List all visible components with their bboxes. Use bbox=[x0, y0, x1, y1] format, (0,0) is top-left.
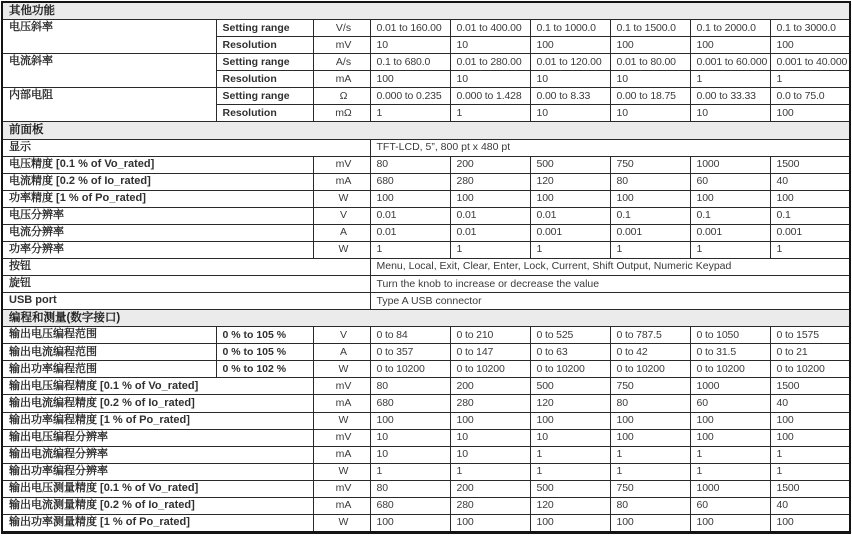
spec-value: 0.001 bbox=[610, 224, 690, 241]
spec-value: 0.01 to 80.00 bbox=[610, 54, 690, 71]
row-label: 输出功率编程精度 [1 % of Po_rated] bbox=[2, 412, 313, 429]
spec-value: 1 bbox=[770, 463, 850, 480]
sub-label: Setting range bbox=[216, 88, 313, 105]
unit-label: mV bbox=[313, 156, 370, 173]
spec-value: 10 bbox=[530, 71, 610, 88]
spec-value: 100 bbox=[770, 429, 850, 446]
spec-value: 100 bbox=[610, 190, 690, 207]
row-label: 功率分辨率 bbox=[2, 241, 313, 258]
spec-value: 0 to 63 bbox=[530, 344, 610, 361]
row-label: 输出电压编程范围 bbox=[2, 327, 216, 344]
spec-value: 0.01 bbox=[530, 207, 610, 224]
unit-label: mA bbox=[313, 173, 370, 190]
row-label: 输出功率编程范围 bbox=[2, 361, 216, 378]
unit-label: mV bbox=[313, 429, 370, 446]
spec-value: 200 bbox=[450, 378, 530, 395]
spec-value: 1000 bbox=[690, 480, 770, 497]
unit-label: A bbox=[313, 224, 370, 241]
table-row bbox=[2, 429, 850, 446]
sub-label: Setting range bbox=[216, 20, 313, 37]
spec-value: 1 bbox=[450, 463, 530, 480]
spec-value: 0.00 to 33.33 bbox=[690, 88, 770, 105]
spec-value: 0.01 bbox=[370, 224, 450, 241]
spec-value: 0.1 bbox=[690, 207, 770, 224]
spec-value: 80 bbox=[610, 497, 690, 514]
spec-value: 100 bbox=[690, 514, 770, 532]
unit-label: A/s bbox=[313, 54, 370, 71]
row-label: 显示 bbox=[2, 139, 370, 156]
spec-value-wide: Menu, Local, Exit, Clear, Enter, Lock, Current, Shift Output, Numeric Keypad bbox=[370, 258, 850, 275]
table-row bbox=[2, 480, 850, 497]
spec-value: 1 bbox=[370, 463, 450, 480]
spec-value: 200 bbox=[450, 156, 530, 173]
table-row bbox=[2, 224, 850, 241]
spec-value: 0 to 1050 bbox=[690, 327, 770, 344]
spec-table bbox=[1, 1, 851, 534]
spec-value: 1500 bbox=[770, 378, 850, 395]
spec-value: 1 bbox=[450, 241, 530, 258]
table-row bbox=[2, 241, 850, 258]
spec-value: 0 to 10200 bbox=[530, 361, 610, 378]
unit-label: V bbox=[313, 327, 370, 344]
spec-value: 0 to 10200 bbox=[370, 361, 450, 378]
row-label: 输出功率测量精度 [1 % of Po_rated] bbox=[2, 514, 313, 532]
unit-label: Ω bbox=[313, 88, 370, 105]
spec-value: 40 bbox=[770, 395, 850, 412]
row-label: 电流精度 [0.2 % of Io_rated] bbox=[2, 173, 313, 190]
spec-value: 100 bbox=[370, 412, 450, 429]
spec-value: 100 bbox=[450, 514, 530, 532]
spec-value: 100 bbox=[770, 105, 850, 122]
row-label: 输出电压编程精度 [0.1 % of Vo_rated] bbox=[2, 378, 313, 395]
unit-label: mA bbox=[313, 395, 370, 412]
spec-value-wide: Type A USB connector bbox=[370, 293, 850, 310]
spec-value: 750 bbox=[610, 156, 690, 173]
sub-label: Setting range bbox=[216, 54, 313, 71]
spec-value: 680 bbox=[370, 395, 450, 412]
spec-value: 0.1 bbox=[610, 207, 690, 224]
table-row bbox=[2, 412, 850, 429]
spec-value: 100 bbox=[610, 514, 690, 532]
spec-value: 0.01 to 120.00 bbox=[530, 54, 610, 71]
spec-value: 0.01 bbox=[450, 207, 530, 224]
spec-value: 0.00 to 8.33 bbox=[530, 88, 610, 105]
percent-range-label: 0 % to 102 % bbox=[216, 361, 313, 378]
spec-value: 1 bbox=[370, 241, 450, 258]
unit-label: W bbox=[313, 190, 370, 207]
row-label: 电流分辨率 bbox=[2, 224, 313, 241]
unit-label: V bbox=[313, 207, 370, 224]
unit-label: W bbox=[313, 514, 370, 532]
spec-value: 100 bbox=[770, 412, 850, 429]
spec-value: 0 to 1575 bbox=[770, 327, 850, 344]
spec-value: 680 bbox=[370, 173, 450, 190]
spec-value: 10 bbox=[370, 429, 450, 446]
spec-value: 500 bbox=[530, 156, 610, 173]
spec-value: 0.001 bbox=[690, 224, 770, 241]
spec-value: 0.0 to 75.0 bbox=[770, 88, 850, 105]
spec-value: 0 to 10200 bbox=[610, 361, 690, 378]
spec-value: 100 bbox=[690, 37, 770, 54]
table-row bbox=[2, 395, 850, 412]
spec-value: 0 to 10200 bbox=[450, 361, 530, 378]
unit-label: W bbox=[313, 241, 370, 258]
spec-value: 1 bbox=[530, 241, 610, 258]
spec-value: 10 bbox=[450, 37, 530, 54]
spec-value: 100 bbox=[370, 71, 450, 88]
spec-value: 80 bbox=[370, 378, 450, 395]
spec-value: 10 bbox=[450, 446, 530, 463]
spec-value: 60 bbox=[690, 395, 770, 412]
spec-value: 1 bbox=[690, 446, 770, 463]
spec-value: 100 bbox=[370, 190, 450, 207]
table-row bbox=[2, 344, 850, 361]
spec-value: 100 bbox=[690, 412, 770, 429]
percent-range-label: 0 % to 105 % bbox=[216, 327, 313, 344]
spec-value: 0.00 to 18.75 bbox=[610, 88, 690, 105]
spec-value: 1 bbox=[690, 71, 770, 88]
row-label: 按钮 bbox=[2, 258, 370, 275]
unit-label: V/s bbox=[313, 20, 370, 37]
section-title: 其他功能 bbox=[2, 2, 850, 20]
spec-value: 100 bbox=[530, 37, 610, 54]
unit-label: mA bbox=[313, 446, 370, 463]
spec-value: 0 to 31.5 bbox=[690, 344, 770, 361]
spec-value: 1 bbox=[770, 71, 850, 88]
unit-label: A bbox=[313, 344, 370, 361]
table-row bbox=[2, 327, 850, 344]
table-row bbox=[2, 378, 850, 395]
spec-value: 100 bbox=[530, 190, 610, 207]
row-label: 功率精度 [1 % of Po_rated] bbox=[2, 190, 313, 207]
spec-value: 10 bbox=[370, 446, 450, 463]
row-label: 输出电流编程分辨率 bbox=[2, 446, 313, 463]
row-label: 旋钮 bbox=[2, 276, 370, 293]
spec-value: 80 bbox=[610, 173, 690, 190]
spec-value: 500 bbox=[530, 378, 610, 395]
unit-label: mA bbox=[313, 497, 370, 514]
section-title: 前面板 bbox=[2, 122, 850, 139]
spec-value: 100 bbox=[610, 37, 690, 54]
table-row bbox=[2, 258, 850, 275]
table-row bbox=[2, 497, 850, 514]
spec-value: 0 to 10200 bbox=[690, 361, 770, 378]
spec-value: 0.001 bbox=[530, 224, 610, 241]
unit-label: W bbox=[313, 361, 370, 378]
spec-value: 1 bbox=[530, 463, 610, 480]
table-row bbox=[2, 361, 850, 378]
spec-value: 10 bbox=[530, 105, 610, 122]
spec-value-wide: Turn the knob to increase or decrease the value bbox=[370, 276, 850, 293]
spec-value: 0.01 to 160.00 bbox=[370, 20, 450, 37]
unit-label: mV bbox=[313, 37, 370, 54]
spec-value-wide: TFT-LCD, 5”, 800 pt x 480 pt bbox=[370, 139, 850, 156]
spec-value: 100 bbox=[370, 514, 450, 532]
spec-value: 1 bbox=[370, 105, 450, 122]
spec-value: 60 bbox=[690, 497, 770, 514]
spec-value: 100 bbox=[770, 190, 850, 207]
spec-value: 0.001 to 60.000 bbox=[690, 54, 770, 71]
spec-value: 0.01 bbox=[370, 207, 450, 224]
section-title: 编程和测量(数字接口) bbox=[2, 310, 850, 327]
row-label: 电压精度 [0.1 % of Vo_rated] bbox=[2, 156, 313, 173]
spec-value: 40 bbox=[770, 497, 850, 514]
row-label: 输出功率编程分辨率 bbox=[2, 463, 313, 480]
spec-value: 1000 bbox=[690, 378, 770, 395]
spec-value: 120 bbox=[530, 497, 610, 514]
unit-label: W bbox=[313, 463, 370, 480]
row-label: 电流斜率 bbox=[2, 54, 216, 88]
spec-value: 1 bbox=[690, 463, 770, 480]
section-header-row bbox=[2, 310, 850, 327]
spec-value: 750 bbox=[610, 480, 690, 497]
spec-value: 1000 bbox=[690, 156, 770, 173]
row-label: 输出电流测量精度 [0.2 % of Io_rated] bbox=[2, 497, 313, 514]
spec-value: 100 bbox=[770, 514, 850, 532]
spec-value: 10 bbox=[450, 71, 530, 88]
spec-value: 10 bbox=[610, 105, 690, 122]
spec-value: 1500 bbox=[770, 480, 850, 497]
unit-label: mA bbox=[313, 71, 370, 88]
spec-value: 100 bbox=[530, 514, 610, 532]
section-header-row bbox=[2, 2, 850, 20]
table-row bbox=[2, 514, 850, 532]
spec-value: 750 bbox=[610, 378, 690, 395]
spec-value: 120 bbox=[530, 395, 610, 412]
row-label: 输出电压测量精度 [0.1 % of Vo_rated] bbox=[2, 480, 313, 497]
section-header-row bbox=[2, 122, 850, 139]
unit-label: mV bbox=[313, 378, 370, 395]
spec-value: 1 bbox=[610, 241, 690, 258]
row-label: USB port bbox=[2, 293, 370, 310]
spec-value: 60 bbox=[690, 173, 770, 190]
spec-value: 0.1 to 1000.0 bbox=[530, 20, 610, 37]
spec-value: 10 bbox=[690, 105, 770, 122]
spec-value: 0.001 to 40.000 bbox=[770, 54, 850, 71]
spec-value: 280 bbox=[450, 497, 530, 514]
spec-value: 0.1 to 3000.0 bbox=[770, 20, 850, 37]
spec-value: 0 to 357 bbox=[370, 344, 450, 361]
spec-value: 100 bbox=[530, 412, 610, 429]
spec-value: 1 bbox=[610, 463, 690, 480]
spec-value: 100 bbox=[770, 37, 850, 54]
spec-value: 100 bbox=[690, 429, 770, 446]
spec-value: 0 to 21 bbox=[770, 344, 850, 361]
table-row bbox=[2, 463, 850, 480]
spec-value: 0.01 bbox=[450, 224, 530, 241]
table-row bbox=[2, 54, 850, 71]
spec-value: 100 bbox=[610, 429, 690, 446]
spec-value: 10 bbox=[610, 71, 690, 88]
spec-value: 0.1 to 680.0 bbox=[370, 54, 450, 71]
unit-label: mV bbox=[313, 480, 370, 497]
spec-value: 0 to 525 bbox=[530, 327, 610, 344]
row-label: 输出电压编程分辨率 bbox=[2, 429, 313, 446]
spec-value: 0.000 to 1.428 bbox=[450, 88, 530, 105]
table-row bbox=[2, 156, 850, 173]
spec-value: 1 bbox=[690, 241, 770, 258]
spec-value: 40 bbox=[770, 173, 850, 190]
spec-value: 0 to 42 bbox=[610, 344, 690, 361]
row-label: 输出电流编程范围 bbox=[2, 344, 216, 361]
spec-value: 0.1 to 2000.0 bbox=[690, 20, 770, 37]
table-row bbox=[2, 173, 850, 190]
row-label: 电压斜率 bbox=[2, 20, 216, 54]
spec-value: 100 bbox=[610, 412, 690, 429]
sub-label: Resolution bbox=[216, 37, 313, 54]
spec-value: 10 bbox=[530, 429, 610, 446]
spec-value: 100 bbox=[450, 190, 530, 207]
sub-label: Resolution bbox=[216, 71, 313, 88]
unit-label: W bbox=[313, 412, 370, 429]
row-label: 输出电流编程精度 [0.2 % of Io_rated] bbox=[2, 395, 313, 412]
table-row bbox=[2, 88, 850, 105]
spec-value: 0.1 to 1500.0 bbox=[610, 20, 690, 37]
spec-value: 1 bbox=[450, 105, 530, 122]
spec-value: 680 bbox=[370, 497, 450, 514]
spec-value: 80 bbox=[370, 480, 450, 497]
spec-value: 0 to 147 bbox=[450, 344, 530, 361]
spec-value: 0.001 bbox=[770, 224, 850, 241]
spec-value: 280 bbox=[450, 395, 530, 412]
spec-value: 80 bbox=[610, 395, 690, 412]
spec-value: 100 bbox=[690, 190, 770, 207]
spec-value: 500 bbox=[530, 480, 610, 497]
spec-value: 1 bbox=[770, 241, 850, 258]
row-label: 内部电阻 bbox=[2, 88, 216, 122]
spec-value: 100 bbox=[450, 412, 530, 429]
table-row bbox=[2, 276, 850, 293]
percent-range-label: 0 % to 105 % bbox=[216, 344, 313, 361]
spec-value: 0 to 10200 bbox=[770, 361, 850, 378]
table-row bbox=[2, 20, 850, 37]
spec-value: 0 to 84 bbox=[370, 327, 450, 344]
table-row bbox=[2, 190, 850, 207]
table-row bbox=[2, 139, 850, 156]
spec-value: 0 to 787.5 bbox=[610, 327, 690, 344]
spec-value: 200 bbox=[450, 480, 530, 497]
sub-label: Resolution bbox=[216, 105, 313, 122]
table-row bbox=[2, 207, 850, 224]
spec-value: 1 bbox=[770, 446, 850, 463]
table-row bbox=[2, 446, 850, 463]
spec-value: 0 to 210 bbox=[450, 327, 530, 344]
table-row bbox=[2, 293, 850, 310]
spec-value: 80 bbox=[370, 156, 450, 173]
spec-value: 1 bbox=[530, 446, 610, 463]
unit-label: mΩ bbox=[313, 105, 370, 122]
spec-value: 1500 bbox=[770, 156, 850, 173]
spec-value: 10 bbox=[370, 37, 450, 54]
spec-value: 0.000 to 0.235 bbox=[370, 88, 450, 105]
spec-value: 0.01 to 280.00 bbox=[450, 54, 530, 71]
spec-value: 120 bbox=[530, 173, 610, 190]
spec-value: 10 bbox=[450, 429, 530, 446]
spec-value: 0.1 bbox=[770, 207, 850, 224]
spec-value: 1 bbox=[610, 446, 690, 463]
spec-value: 280 bbox=[450, 173, 530, 190]
row-label: 电压分辨率 bbox=[2, 207, 313, 224]
spec-value: 0.01 to 400.00 bbox=[450, 20, 530, 37]
